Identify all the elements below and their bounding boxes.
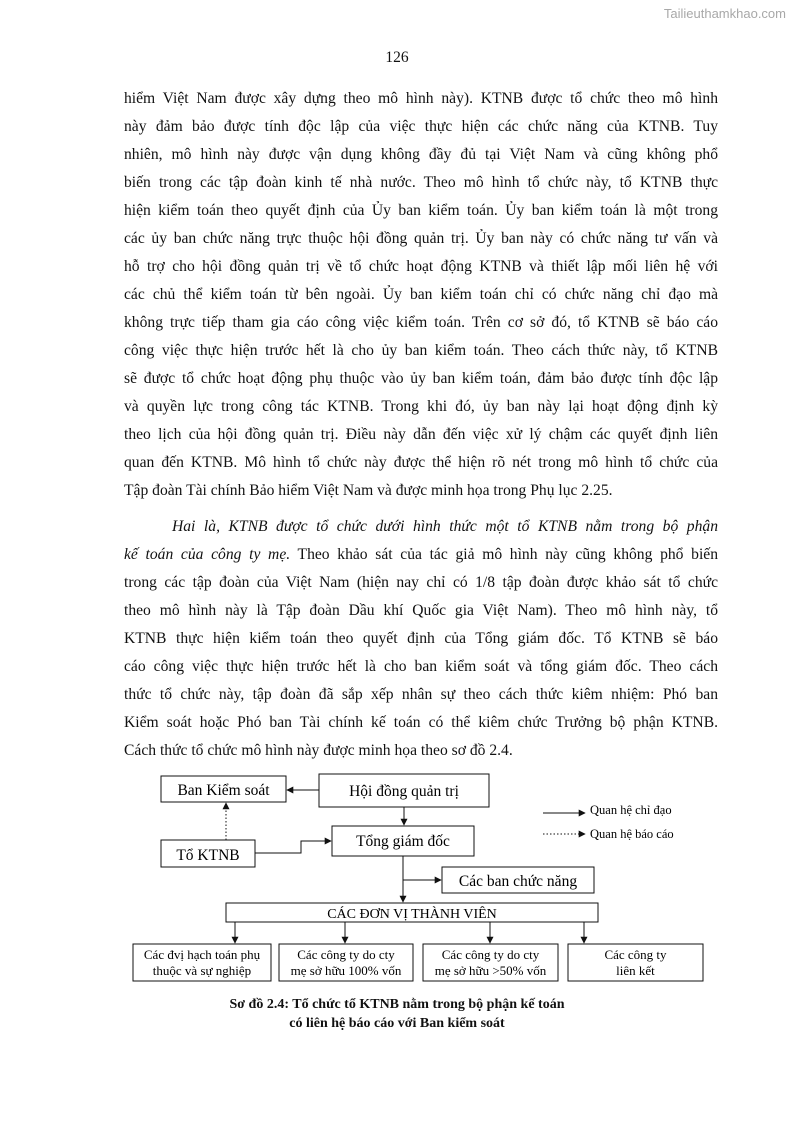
- diagram-caption-line-1: Sơ đồ 2.4: Tổ chức tổ KTNB nằm trong bộ phận kế toán: [229, 997, 565, 1012]
- box-label: Các đvị hạch toán phụ: [143, 947, 261, 962]
- box-unit-4: [568, 944, 703, 981]
- box-label: Các ban chức năng: [458, 873, 578, 890]
- box-unit-1: [133, 944, 271, 981]
- text-line: Cách thức tổ chức mô hình này được minh họa theo sơ đồ 2.4.: [124, 742, 513, 759]
- legend-label-report: Quan hệ báo cáo: [590, 827, 674, 841]
- legend-label-directive: Quan hệ chỉ đạo: [590, 803, 672, 817]
- text-line: các chủ thể kiểm toán từ bên ngoài. Ủy ban kiểm toán chỉ có chức năng chỉ đạo mà: [124, 286, 718, 303]
- text-line: và quyền lực trong công tác KTNB. Trong khi đó, ủy ban này lại hoạt động định kỳ: [124, 398, 718, 415]
- text-line: này đảm bảo được tính độc lập của việc thực hiện các chức năng của KTNB. Tuy: [124, 118, 718, 135]
- italic-text: kế toán của công ty mẹ.: [124, 546, 291, 563]
- text-line: theo mô hình này là Tập đoàn Dầu khí Quốc gia Việt Nam). Theo mô hình này, tổ: [124, 602, 718, 619]
- text-line: không trực tiếp tham gia cáo công việc kiểm toán. Trên cơ sở đó, tổ KTNB sẽ báo cáo: [124, 314, 718, 331]
- text-line: các ủy ban chức năng trực thuộc hội đồng quản trị. Ủy ban này có chức năng tư vấn và: [124, 230, 718, 247]
- text-line: Kiểm soát hoặc Phó ban Tài chính kế toán có thể kiêm chức Trưởng bộ phận KTNB.: [124, 714, 718, 731]
- text-line: cáo công việc thực hiện trước hết là cho ban kiểm soát và tổng giám đốc. Theo cách: [124, 658, 718, 675]
- box-label: Các công ty do cty: [441, 947, 540, 962]
- box-hoi-dong-quan-tri: [319, 774, 489, 807]
- box-label: Tổng giám đốc: [356, 833, 450, 850]
- legend: [543, 803, 674, 841]
- text-line: hiểm Việt Nam được xây dựng theo mô hình này). KTNB được tổ chức theo mô hình: [124, 90, 718, 107]
- box-label: Hội đồng quản trị: [349, 783, 459, 800]
- diagram-caption-line-2: có liên hệ báo cáo với Ban kiểm soát: [289, 1016, 505, 1031]
- text-line: theo lịch của hội đồng quản trị. Điều này dẫn đến việc xử lý chậm các quyết định liên: [124, 426, 718, 443]
- text-line: trong các tập đoàn của Việt Nam (hiện nay chỉ có 1/8 tập đoàn được khảo sát tổ chức: [124, 574, 718, 591]
- box-label: Tổ KTNB: [176, 847, 240, 864]
- box-to-ktnb: [161, 840, 255, 867]
- arrow-tgd-ktnb: [255, 841, 331, 853]
- box-label: Các công ty: [604, 947, 667, 962]
- italic-text: Hai là, KTNB được tổ chức dưới hình thức một tổ KTNB nằm trong bộ phận: [172, 518, 718, 535]
- text-line: KTNB thực hiện kiểm toán theo quyết định của Tổng giám đốc. Tổ KTNB sẽ báo: [124, 630, 718, 647]
- watermark: Tailieuthamkhao.com: [663, 6, 786, 21]
- box-label: CÁC ĐƠN VỊ THÀNH VIÊN: [327, 907, 497, 922]
- box-label: thuộc và sự nghiệp: [152, 963, 252, 978]
- text-line: Tập đoàn Tài chính Bảo hiểm Việt Nam và được minh họa trong Phụ lục 2.25.: [124, 482, 613, 499]
- text-line: sẽ được tổ chức hoạt động phụ thuộc vào ủy ban kiểm toán, đảm bảo được tính độc lập: [124, 370, 718, 387]
- box-cac-don-vi-thanh-vien: [226, 903, 598, 922]
- box-ban-kiem-soat: [161, 776, 286, 802]
- text-line: thức tổ chức này, tập đoàn đã sắp xếp nhân sự theo cách thức kiêm nhiệm: Phó ban: [124, 686, 718, 703]
- text-line: biến trong các tập đoàn kinh tế nhà nước. Theo mô hình tổ chức này, tổ KTNB thực: [124, 174, 718, 191]
- box-label: Ban Kiểm soát: [177, 782, 270, 799]
- box-unit-3: [423, 944, 558, 981]
- text-line: quan đến KTNB. Mô hình tổ chức này được thể hiện rõ nét trong mô hình tổ chức của: [124, 454, 718, 471]
- box-label: liên kết: [616, 963, 655, 978]
- box-label: mẹ sở hữu >50% vốn: [434, 963, 547, 978]
- box-tong-giam-doc: [332, 826, 474, 856]
- text-span: Theo khảo sát của tác giả mô hình này cũng không phổ biến: [290, 546, 718, 563]
- box-label: Các công ty do cty: [297, 947, 395, 962]
- page-number: 126: [385, 49, 409, 66]
- box-unit-2: [279, 944, 413, 981]
- text-line: hiện kiểm toán theo quyết định của Ủy ban kiểm toán. Ủy ban kiểm toán là một trong: [124, 202, 718, 219]
- text-line: công việc thực hiện trước hết là cho ủy ban kiểm toán. Theo cách thức này, tổ KTNB: [124, 342, 718, 359]
- text-line: nhiên, mô hình này được vận dụng không đầy đủ tại Việt Nam và cũng không phổ: [124, 146, 718, 163]
- box-cac-ban-chuc-nang: [442, 867, 594, 893]
- text-line: hỗ trợ cho hội đồng quản trị về tổ chức hoạt động KTNB và thiết lập mối liên hệ với: [124, 258, 718, 275]
- box-label: mẹ sở hữu 100% vốn: [290, 963, 402, 978]
